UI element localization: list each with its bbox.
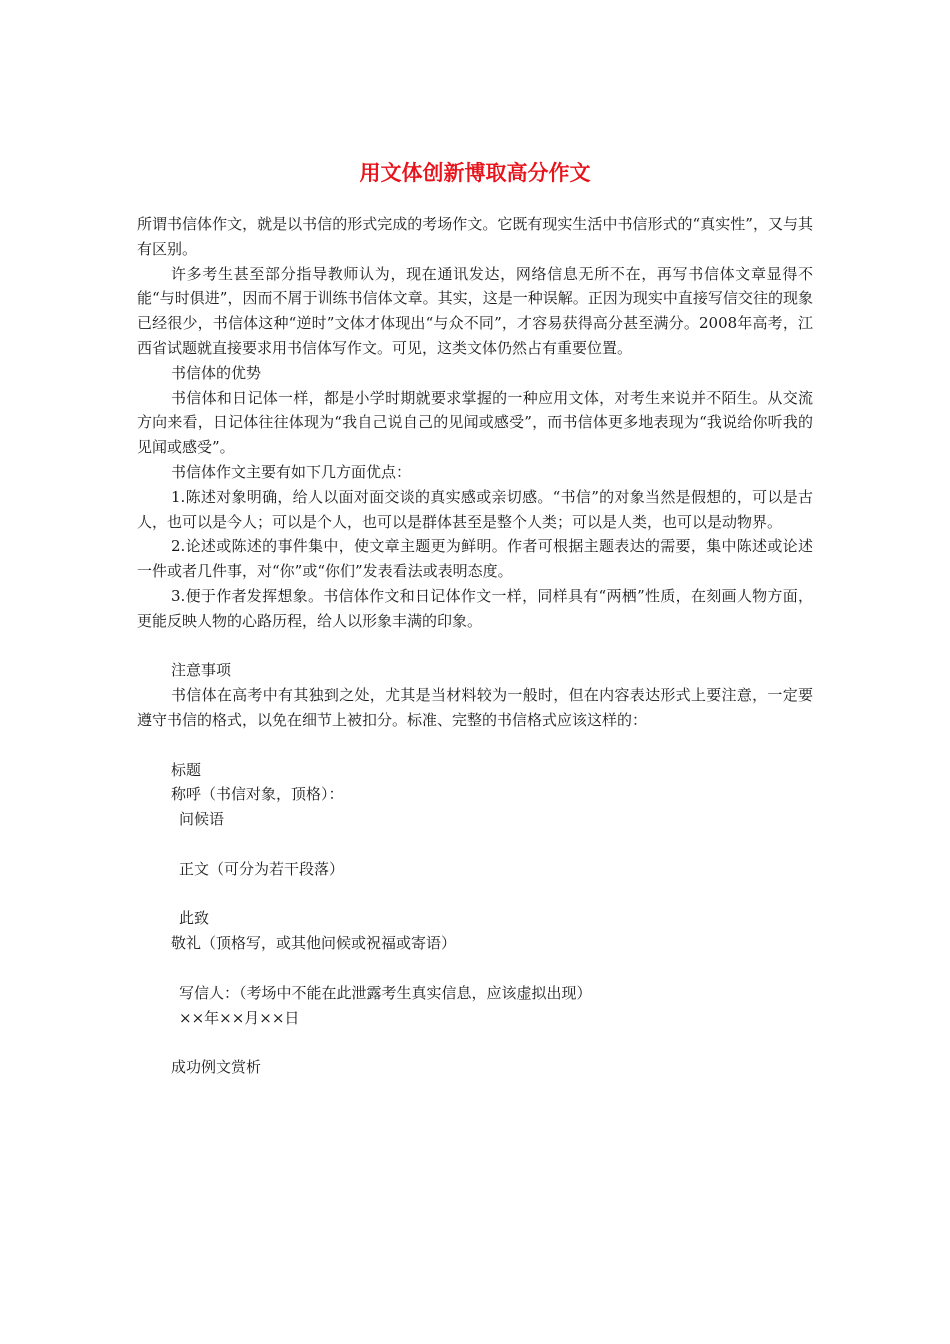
list-item-2: 2.论述或陈述的事件集中，使文章主题更为鲜明。作者可根据主题表达的需要，集中陈述或论述一件或者几件事，对“你”或“你们”发表看法或表明态度。 (137, 537, 813, 581)
format-heading: 标题 (171, 760, 202, 779)
paragraph-misconception: 许多考生甚至部分指导教师认为，现在通讯发达，网络信息无所不在，再写书信体文章显得不能“与时俱进”，因而不屑于训练书信体文章。其实，这是一种误解。正因为现实中直接写信交往的现象已经很少，书信体这种“逆时”文体才体现出“与众不同”，才容易获得高分甚至满分。2008年高考，江西省试题就直接要求用书信体写作文。可见，这类文体仍然占有重要位置。 (137, 264, 813, 357)
blank-line (137, 956, 813, 981)
format-salutation: 称呼（书信对象，顶格）： (171, 785, 344, 804)
format-date: ××年××月××日 (179, 1008, 300, 1027)
format-signer: 写信人：（考场中不能在此泄露考生真实信息，应该虚拟出现） (179, 983, 592, 1002)
section-heading-notes: 注意事项 (171, 661, 232, 680)
blank-line (137, 832, 813, 857)
document-body (137, 212, 813, 1080)
list-item-3: 3.便于作者发挥想象。书信体作文和日记体作文一样，同样具有“两栖”性质，在刻画人物方面，更能反映人物的心路历程，给人以形象丰满的印象。 (137, 586, 813, 630)
blank-line (137, 1030, 813, 1055)
blank-line (137, 882, 813, 907)
paragraph-intro: 所谓书信体作文，就是以书信的形式完成的考场作文。它既有现实生活中书信形式的“真实性”，又与其有区别。 (137, 215, 813, 258)
blank-line (137, 733, 813, 758)
format-body: 正文（可分为若干段落） (179, 859, 345, 878)
paragraph-comparison: 书信体和日记体一样，都是小学时期就要求掌握的一种应用文体，对考生来说并不陌生。从交流方向来看，日记体往往体现为“我自己说自己的见闻或感受”，而书信体更多地表现为“我说给你听我的见闻或感受”。 (137, 388, 813, 457)
format-closing: 此致 (179, 909, 210, 928)
list-item-1: 1.陈述对象明确，给人以面对面交谈的真实感或亲切感。“书信”的对象当然是假想的，可以是古人，也可以是今人；可以是个人，也可以是群体甚至是整个人类；可以是人类，也可以是动物界。 (137, 487, 813, 531)
paragraph-advantages-intro: 书信体作文主要有如下几方面优点： (171, 462, 412, 481)
format-respect: 敬礼（顶格写，或其他问候或祝福或寄语） (171, 934, 457, 953)
section-heading-advantages: 书信体的优势 (171, 363, 262, 382)
section-heading-examples: 成功例文赏析 (171, 1058, 262, 1077)
blank-line (137, 634, 813, 659)
paragraph-notes: 书信体在高考中有其独到之处，尤其是当材料较为一般时，但在内容表达形式上要注意，一定要遵守书信的格式，以免在细节上被扣分。标准、完整的书信格式应该这样的： (137, 686, 813, 729)
document-title: 用文体创新博取高分作文 (359, 161, 591, 185)
format-greeting: 问候语 (179, 810, 225, 829)
